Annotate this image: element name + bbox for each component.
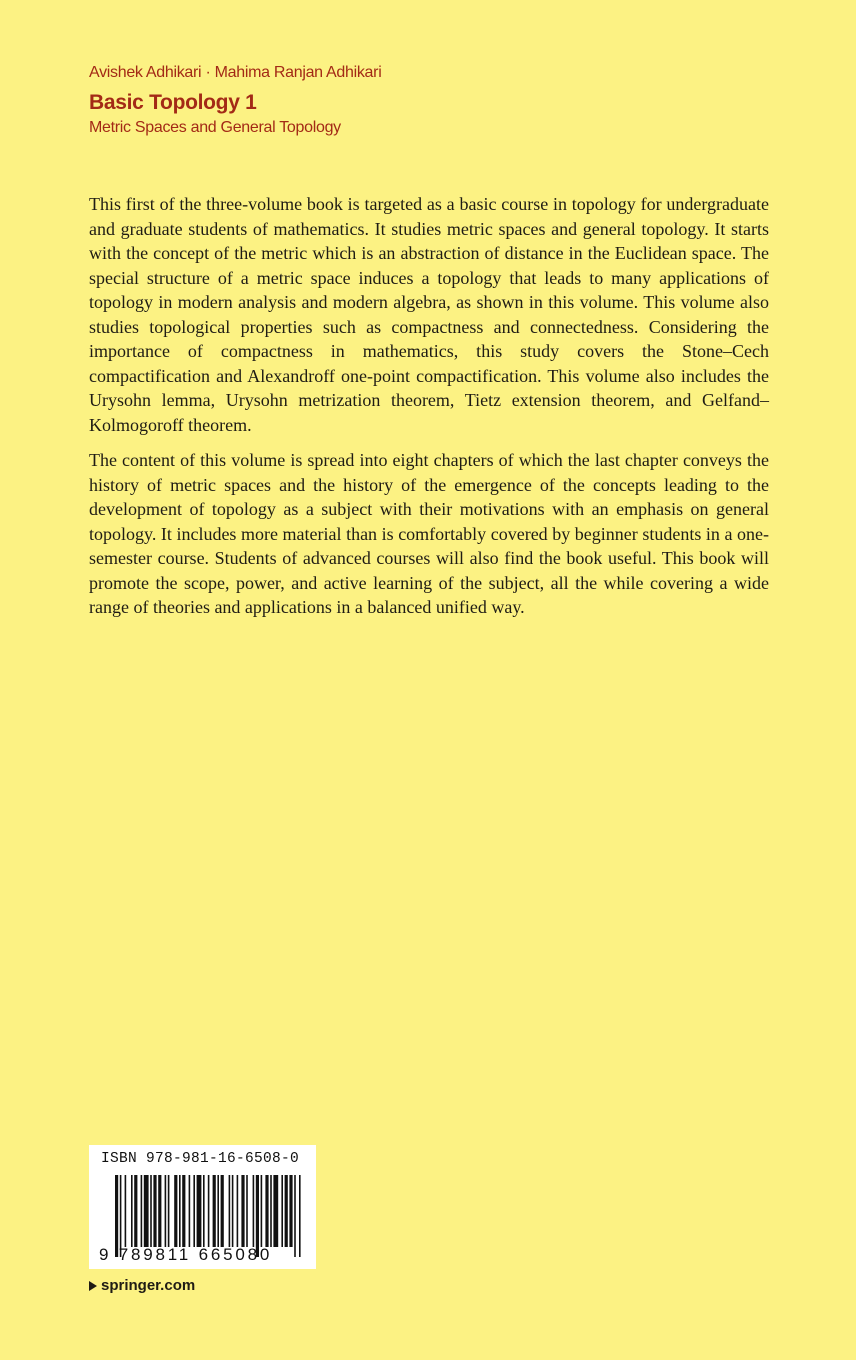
barcode-bar (144, 1175, 149, 1247)
barcode-bar (246, 1175, 248, 1247)
barcode-bar (208, 1175, 210, 1247)
barcode-bar (150, 1175, 152, 1247)
isbn-label: ISBN 978-981-16-6508-0 (101, 1151, 300, 1167)
barcode-bar (273, 1175, 278, 1247)
barcode-bar (265, 1175, 268, 1247)
cover-header (89, 62, 381, 139)
barcode-bar (241, 1175, 244, 1247)
barcode-bar (261, 1175, 263, 1247)
authors: Avishek Adhikari · Mahima Ranjan Adhikari (89, 64, 382, 81)
book-subtitle: Metric Spaces and General Topology (89, 119, 341, 136)
barcode-bar (182, 1175, 185, 1247)
barcode-bar (125, 1175, 127, 1247)
barcode-bar (168, 1175, 170, 1247)
book-title: Basic Topology 1 (89, 91, 257, 114)
barcode-bar (174, 1175, 177, 1247)
barcode-bar (179, 1175, 181, 1247)
arrow-right-icon (89, 1281, 97, 1291)
barcode-bar (253, 1175, 255, 1247)
barcode-bar (158, 1175, 161, 1247)
barcode-bar (232, 1175, 234, 1247)
barcode-bar (221, 1175, 224, 1247)
barcode-bar (153, 1175, 156, 1247)
barcode-digits: 9 789811 665080 (99, 1245, 273, 1264)
publisher-url: springer.com (101, 1277, 196, 1294)
barcode-bar (141, 1175, 143, 1247)
barcode-bar (213, 1175, 216, 1247)
isbn-barcode (89, 1145, 316, 1269)
barcode-bar (270, 1175, 272, 1247)
publisher-link[interactable] (89, 1277, 195, 1294)
barcode-bar (217, 1175, 219, 1247)
barcode-bar (281, 1175, 283, 1247)
description-paragraph-2: The content of this volume is spread into eight chapters of which the last chapter conveys the history of metric spaces and the history of the emergence of the concepts leading to the development of topology as a subject with their motivations with an emphasis on general topology. It includes more material than is comfortably covered by beginner students in a one-semester course. Students of advanced courses will also find the book useful. This book will promote the scope, power, and active learning of the subject, all the while covering a wide range of theories and applications in a balanced unified way. (89, 450, 769, 617)
description-paragraph-1: This first of the three-volume book is targeted as a basic course in topology for undergraduate and graduate students of mathematics. It studies metric spaces and general topology. It starts with the concept of the metric which is an abstraction of distance in the Euclidean space. The special structure of a metric space induces a topology that leads to many applications of topology in modern analysis and modern algebra, as shown in this volume. This volume also studies topological properties such as compactness and connectedness. Considering the importance of compactness in mathematics, this study covers the Stone–Cech compactification and Alexandroff one-point compactification. This volume also includes the Urysohn lemma, Urysohn metrization theorem, Tietz extension theorem, and Gelfand–Kolmogoroff theorem. (89, 194, 769, 435)
barcode-bar (289, 1175, 292, 1247)
barcode-bar (237, 1175, 239, 1247)
barcode-bar (189, 1175, 191, 1247)
barcode-bar (285, 1175, 288, 1247)
barcode-bar (131, 1175, 133, 1247)
barcode-bar (165, 1175, 167, 1247)
barcode-bar (203, 1175, 205, 1247)
barcode-bar (193, 1175, 195, 1247)
barcode-bar (197, 1175, 202, 1247)
barcode-bar (134, 1175, 137, 1247)
book-description (89, 192, 769, 631)
barcode-bar (229, 1175, 231, 1247)
